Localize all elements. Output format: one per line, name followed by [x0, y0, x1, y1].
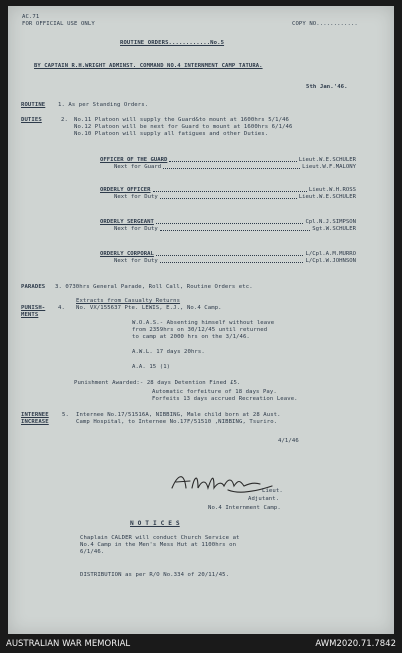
internee-number: 5.: [62, 412, 69, 418]
punishments-extract-heading: Extracts from Casualty Returns: [76, 298, 181, 304]
roster-name: Lieut.W.E.SCHULER: [298, 157, 356, 163]
roster-next-officer: [114, 194, 356, 201]
roster-next-name: L/Cpl.W.JOHNSON: [305, 258, 356, 264]
copy-number: COPY NO............: [292, 21, 358, 27]
duties-line: No.10 Platoon will supply all fatigues and other Duties.: [74, 131, 269, 137]
internee-line: Camp Hospital, to Internee No.17F/51510 ,NIBBING, Tsuriro.: [76, 419, 278, 425]
routine-label: ROUTINE: [21, 102, 46, 108]
notices-heading: N O T I C E S: [130, 520, 180, 527]
roster-officer-of-guard: [100, 157, 356, 164]
internee-label: INTERNEE INCREASE: [21, 412, 49, 425]
punishments-auto-line: Automatic forfeiture of 18 days Pay.: [152, 389, 277, 395]
internee-date: 4/1/46: [278, 438, 299, 444]
reference-number: AC.71: [22, 14, 40, 20]
roster-name: L/Cpl.A.M.MURRO: [305, 251, 356, 257]
signatory-title: Adjutant.: [248, 496, 280, 502]
document-date: 5th Jan.'46.: [306, 84, 348, 90]
duties-line: No.11 Platoon will supply the Guard&to mount at 1600hrs 5/1/46: [74, 117, 289, 123]
punishments-awarded: Punishment Awarded:- 28 days Detention Fined £5.: [74, 380, 241, 386]
roster-next-name: Sgt.W.SCHULER: [312, 226, 356, 232]
document-title: ROUTINE ORDERS............No.5: [120, 40, 225, 46]
signatory-unit: No.4 Internment Camp.: [208, 505, 281, 511]
duties-number: 2.: [61, 117, 68, 123]
roster-next-corporal: [114, 258, 356, 265]
parades-label: PARADES: [21, 284, 46, 290]
roster-orderly-corporal: [100, 251, 356, 258]
roster-name: Cpl.N.J.SIMPSON: [305, 219, 356, 225]
roster-next-name: Lieut.W.E.SCHULER: [298, 194, 356, 200]
punishments-awl: A.W.L. 17 days 20hrs.: [132, 349, 205, 355]
signatory-rank: Lieut.: [262, 488, 283, 494]
archive-accession-number: AWM2020.71.7842: [315, 638, 396, 649]
duties-label: DUTIES: [21, 117, 42, 123]
routine-text: 1. As per Standing Orders.: [58, 102, 149, 108]
internee-line: Internee No.17/51516A, NIBBING, Male child born at 28 Aust.: [76, 412, 281, 418]
parades-text: 3. 0730hrs General Parade, Roll Call, Routine Orders etc.: [55, 284, 253, 290]
punishments-soldier: No. VX/155637 Pte. LEWIS, E.J., No.4 Camp.: [76, 305, 222, 311]
roster-role: ORDERLY OFFICER: [100, 187, 151, 193]
notices-line: No.4 Camp in the Men's Mess Hut at 1100hrs on: [80, 542, 237, 548]
roster-next-label: Next for Duty: [114, 258, 158, 264]
roster-orderly-sergeant: [100, 219, 356, 226]
roster-role: ORDERLY CORPORAL: [100, 251, 154, 257]
punishments-number: 4.: [58, 305, 65, 311]
notices-line: 6/1/46.: [80, 549, 105, 555]
roster-next-label: Next for Duty: [114, 226, 158, 232]
roster-next-label: Next for Duty: [114, 194, 158, 200]
roster-orderly-officer: [100, 187, 356, 194]
roster-next-sergeant: [114, 226, 356, 233]
archive-name: AUSTRALIAN WAR MEMORIAL: [6, 638, 131, 649]
duties-line: No.12 Platoon will be next for Guard to mount at 1600hrs 6/1/46: [74, 124, 293, 130]
document-subtitle: BY CAPTAIN R.H.WRIGHT ADMINST. COMMAND NO.4 INTERNMENT CAMP TATURA.: [34, 63, 263, 69]
archive-footer: [0, 634, 402, 653]
punishments-offence-line: W.O.A.S.- Absenting himself without leave: [132, 320, 275, 326]
punishments-offence-line: to camp at 2000 hrs on the 3/1/46.: [132, 334, 250, 340]
punishments-auto-line: Forfeits 13 days accrued Recreation Leave.: [152, 396, 298, 402]
roster-role: OFFICER OF THE GUARD: [100, 157, 168, 163]
punishments-aa: A.A. 15 (1): [132, 364, 171, 370]
roster-next-guard: [114, 164, 356, 171]
roster-next-name: Lieut.W.F.MALONY: [302, 164, 356, 170]
punishments-label: PUNISH- MENTS: [21, 305, 46, 318]
roster-name: Lieut.W.H.ROSS: [308, 187, 356, 193]
distribution-line: DISTRIBUTION as per R/O No.334 of 20/11/45.: [80, 572, 230, 578]
official-use-marking: FOR OFFICIAL USE ONLY: [22, 21, 95, 27]
notices-line: Chaplain CALDER will conduct Church Service at: [80, 535, 240, 541]
roster-role: ORDERLY SERGEANT: [100, 219, 154, 225]
roster-next-label: Next for Guard: [114, 164, 162, 170]
punishments-offence-line: from 2359hrs on 30/12/45 until returned: [132, 327, 268, 333]
